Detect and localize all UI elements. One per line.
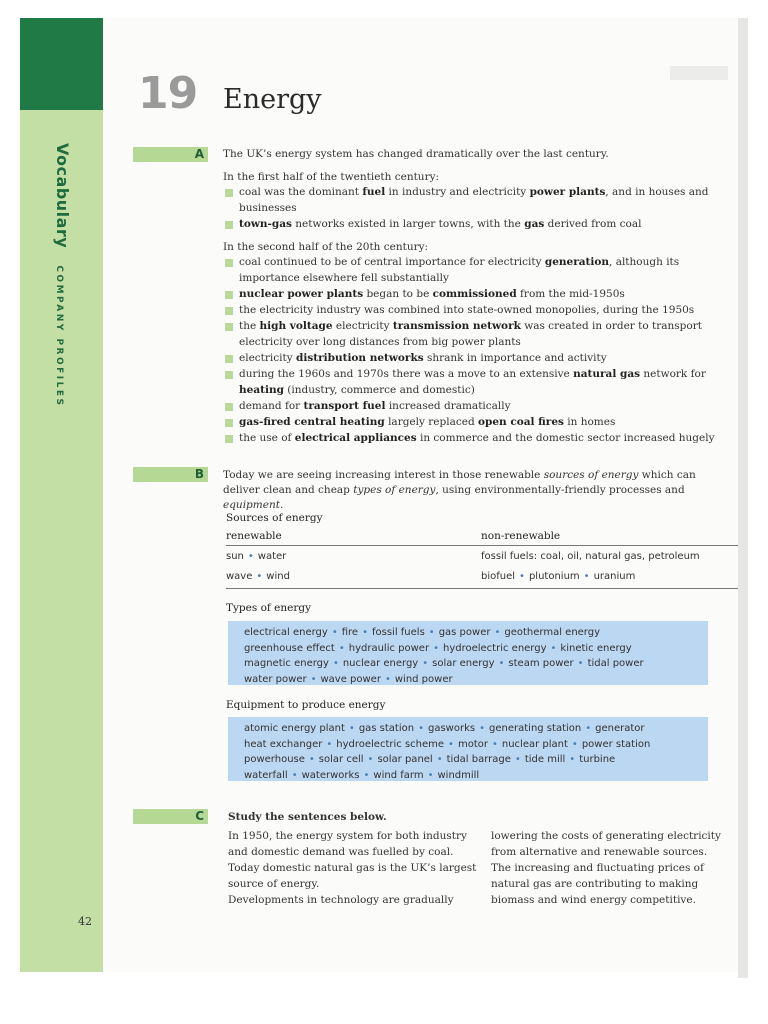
equipment-term: gasworks <box>428 723 476 734</box>
types-of-energy-box <box>228 621 708 685</box>
equipment-line <box>244 752 708 768</box>
equipment-term: motor <box>457 738 488 750</box>
separator-dot: • <box>569 754 576 765</box>
section-c-left-line: and domestic demand was fuelled by coal. <box>228 846 454 858</box>
bullet-central-heating: gas-fired central heating largely replaced open coal fires in homes <box>225 415 735 431</box>
book-page <box>18 18 738 972</box>
equipment-line <box>244 768 708 784</box>
bullet-transport-fuel: demand for transport fuel increased dramatically <box>225 399 735 415</box>
energy-type-term: hydroelectric energy <box>442 642 547 654</box>
separator-dot: • <box>585 723 592 734</box>
bullet-distribution: electricity distribution networks shrank in importance and activity <box>225 351 735 367</box>
section-c-right-line: biomass and wind energy competitive. <box>491 894 696 906</box>
section-c-left-line: Developments in technology are gradually <box>228 894 454 906</box>
section-c-left-line: In 1950, the energy system for both industry <box>228 830 467 842</box>
section-a-label: A <box>133 147 208 162</box>
equipment-term: waterfall <box>244 769 288 781</box>
sidebar-vocabulary-label: Vocabulary <box>53 143 72 249</box>
separator-dot: • <box>577 658 584 669</box>
section-c-right-column <box>491 828 731 908</box>
sidebar-company-profiles-label: COMPANY PROFILES <box>54 265 64 408</box>
separator-dot: • <box>436 754 443 765</box>
separator-dot: • <box>338 642 345 654</box>
bullet-coal-dominant: coal was the dominant fuel in industry and electricity power plants, and in houses and businesses <box>225 185 735 216</box>
section-c-left-column <box>228 828 488 908</box>
section-c-heading: Study the sentences below. <box>228 811 387 823</box>
page-number: 42 <box>78 915 92 928</box>
nonrenewable-row-1: fossil fuels: coal, oil, natural gas, petroleum <box>481 551 700 562</box>
separator-dot: • <box>571 738 578 750</box>
equipment-term: waterworks <box>301 769 360 781</box>
equipment-term: powerhouse <box>244 754 305 765</box>
nonrenewable-heading: non-renewable <box>481 530 561 542</box>
equipment-term: windmill <box>437 769 480 781</box>
bullet-town-gas: town-gas networks existed in larger towns, with the gas derived from coal <box>225 217 735 233</box>
energy-type-term: electrical energy <box>244 627 328 638</box>
section-c-right-line: The increasing and fluctuating prices of <box>491 862 704 874</box>
equipment-box <box>228 717 708 781</box>
separator-dot: • <box>494 627 501 638</box>
separator-dot: • <box>384 673 391 685</box>
equipment-term: wind farm <box>373 769 424 781</box>
section-b-label: B <box>133 467 208 482</box>
energy-type-line <box>244 672 708 688</box>
separator-dot: • <box>308 754 315 765</box>
equipment-term: solar cell <box>318 754 364 765</box>
energy-type-term: geothermal energy <box>504 627 601 638</box>
separator-dot: • <box>291 769 298 781</box>
sidebar-band <box>20 18 103 972</box>
sidebar-vertical-title <box>53 143 72 408</box>
equipment-term: gas station <box>358 723 415 734</box>
separator-dot: • <box>331 627 338 638</box>
separator-dot: • <box>448 738 454 750</box>
sidebar-top-block <box>20 18 103 110</box>
energy-type-line <box>244 641 708 657</box>
equipment-line <box>244 737 708 753</box>
energy-type-term: fire <box>341 627 359 638</box>
equipment-term: tide mill <box>524 754 566 765</box>
equipment-term: power station <box>581 738 651 750</box>
equipment-term: nuclear plant <box>501 738 568 750</box>
separator-dot: • <box>498 658 505 669</box>
section-c-left-line: Today domestic natural gas is the UK’s largest <box>228 862 477 874</box>
renewable-row-2: wave • wind <box>226 571 290 582</box>
faint-header-tab <box>670 66 728 80</box>
energy-type-term: wind power <box>394 673 453 685</box>
separator-dot: • <box>433 642 439 654</box>
equipment-term: generating station <box>489 723 582 734</box>
equipment-line <box>244 721 708 737</box>
energy-type-term: greenhouse effect <box>244 642 335 654</box>
nonrenewable-row-2: biofuel • plutonium • uranium <box>481 571 636 582</box>
section-c-right-line: natural gas are contributing to making <box>491 878 699 890</box>
equipment-term: solar panel <box>377 754 433 765</box>
energy-type-term: steam power <box>508 658 574 669</box>
equipment-term: generator <box>595 723 645 734</box>
separator-dot: • <box>367 754 374 765</box>
section-c-right-line: lowering the costs of generating electricity <box>491 830 721 842</box>
separator-dot: • <box>363 769 370 781</box>
energy-type-term: gas power <box>438 627 491 638</box>
bullet-appliances: the use of electrical appliances in commerce and the domestic sector increased hugely <box>225 431 735 447</box>
equipment-term: hydroelectric scheme <box>336 738 445 750</box>
equipment-term: heat exchanger <box>244 738 323 750</box>
separator-dot: • <box>479 723 486 734</box>
energy-type-line <box>244 656 708 672</box>
sources-rule-top <box>226 545 738 546</box>
separator-dot: • <box>362 627 368 638</box>
separator-dot: • <box>428 627 435 638</box>
energy-type-term: nuclear energy <box>342 658 419 669</box>
energy-type-term: water power <box>244 673 307 685</box>
energy-type-term: solar energy <box>432 658 495 669</box>
separator-dot: • <box>422 658 429 669</box>
equipment-term: atomic energy plant <box>244 723 345 734</box>
separator-dot: • <box>427 769 434 781</box>
energy-type-term: fossil fuels <box>371 627 425 638</box>
energy-type-term: tidal power <box>587 658 644 669</box>
sources-rule-bottom <box>226 588 738 589</box>
separator-dot: • <box>348 723 355 734</box>
bullet-natural-gas: during the 1960s and 1970s there was a move to an extensive natural gas network for heating (industry, commerce and domestic) <box>225 367 735 398</box>
second-half-heading: In the second half of the 20th century: <box>223 241 429 253</box>
equipment-term: turbine <box>579 754 616 765</box>
bullet-monopolies: the electricity industry was combined into state-owned monopolies, during the 1950s <box>225 303 735 319</box>
section-c-label: C <box>133 809 208 824</box>
energy-type-term: wave power <box>320 673 381 685</box>
separator-dot: • <box>326 738 333 750</box>
section-c-left-line: source of energy. <box>228 878 320 890</box>
separator-dot: • <box>332 658 339 669</box>
bullet-coal-generation: coal continued to be of central importance for electricity generation, although its importance elsewhere fell substantially <box>225 255 735 286</box>
separator-dot: • <box>550 642 557 654</box>
equipment-heading: Equipment to produce energy <box>226 699 386 711</box>
equipment-term: tidal barrage <box>446 754 511 765</box>
separator-dot: • <box>491 738 498 750</box>
section-b-intro: Today we are seeing increasing interest in those renewable sources of energy which can deliver clean and cheap types of energy, using environmentally-friendly processes and equipment. <box>223 469 696 511</box>
section-c-right-line: from alternative and renewable sources. <box>491 846 708 858</box>
types-heading: Types of energy <box>226 602 312 614</box>
bullet-transmission: the high voltage electricity transmission network was created in order to transport electricity over long distances from big power plants <box>225 319 735 350</box>
energy-type-term: hydraulic power <box>348 642 430 654</box>
bullet-nuclear: nuclear power plants began to be commissioned from the mid-1950s <box>225 287 735 303</box>
separator-dot: • <box>418 723 424 734</box>
separator-dot: • <box>310 673 317 685</box>
energy-type-term: kinetic energy <box>560 642 632 654</box>
sources-heading: Sources of energy <box>226 512 323 524</box>
first-half-heading: In the first half of the twentieth century: <box>223 171 440 183</box>
page-edge-shadow <box>738 18 748 978</box>
energy-type-term: magnetic energy <box>244 658 329 669</box>
energy-type-line <box>244 625 708 641</box>
section-a-intro: The UK’s energy system has changed dramatically over the last century. <box>223 148 609 160</box>
unit-title: Energy <box>223 84 322 115</box>
renewable-row-1: sun • water <box>226 551 287 562</box>
unit-number: 19 <box>138 68 198 119</box>
renewable-heading: renewable <box>226 530 282 542</box>
separator-dot: • <box>514 754 521 765</box>
